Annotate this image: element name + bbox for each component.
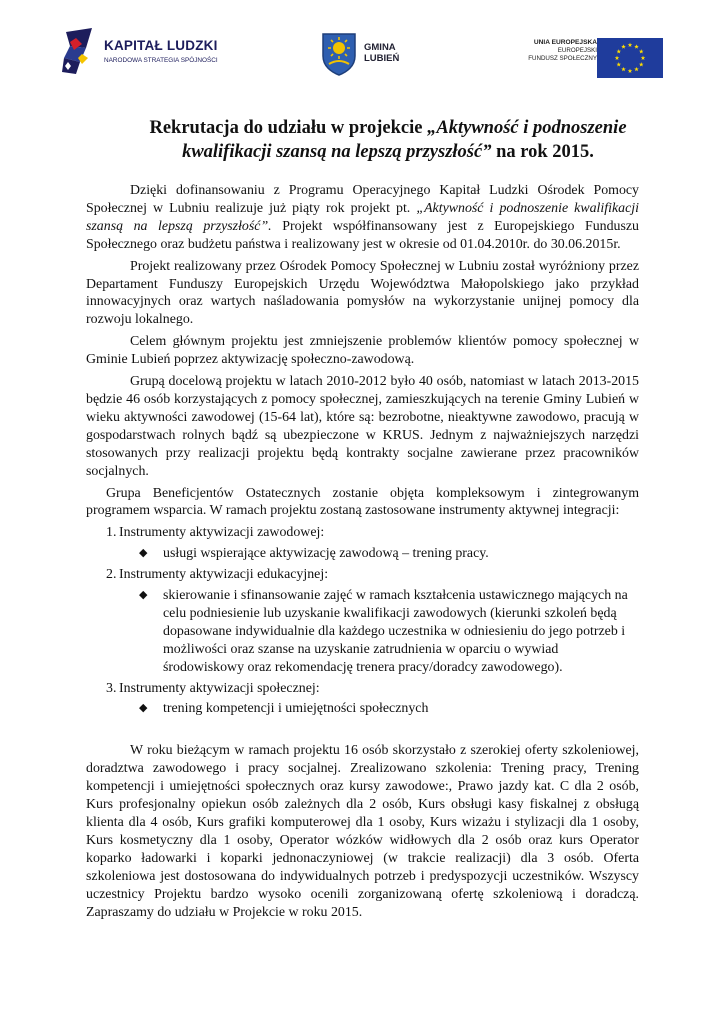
paragraph-intro-project-name: „Aktywność i podnoszenie kwalifikacji szansą na lepszą przyszłość”.: [86, 200, 639, 234]
title-part2: na rok 2015.: [491, 142, 594, 162]
bullet-diamond-icon: ◆: [139, 702, 148, 715]
sub-list: [119, 587, 639, 677]
eu-text-block: [528, 39, 597, 63]
list-number: 2.: [106, 567, 117, 583]
list-label: Instrumenty aktywizacji społecznej:: [119, 680, 320, 696]
paragraph-award: Projekt realizowany przez Ośrodek Pomocy Społecznej w Lubniu został wyróżniony przez Departament Funduszy Europejskich Urzędu Województwa Małopolskiego jako przykład innowacyjnych oraz wartych naśladowania pomysłów na wykorzystanie unijnej pomocy dla rozwoju lokalnego.: [86, 258, 639, 328]
paragraph-goal: Celem głównym projektu jest zmniejszenie problemów klientów pomocy społecznej w Gminie Lubień poprzez aktywizację społeczno-zawodową.: [86, 334, 639, 368]
paragraph-intro-text-b: Projekt współfinansowany jest z Europejskiego Funduszu Społecznego oraz budżetu państwa i realizowany jest w okresie od 01.04.2010r. do 30.06.2015r.: [86, 218, 639, 252]
title-part1: Rekrutacja do udziału w projekcie: [149, 118, 428, 138]
header-logos: [62, 24, 662, 80]
sub-list-text: usługi wspierające aktywizację zawodową – trening pracy.: [163, 546, 489, 562]
list-item: [86, 524, 639, 563]
kapital-ludzki-emblem-icon: [62, 28, 102, 76]
gmina-line1: GMINA: [364, 42, 396, 53]
kapital-ludzki-subtitle: NARODOWA STRATEGIA SPÓJNOŚCI: [104, 57, 218, 64]
paragraph-beneficiaries: Grupa Beneficjentów Ostatecznych zostanie objęta kompleksowym i zintegrowanym programem wsparcia. W ramach projektu zostaną zastosowane instrumenty aktywnej integracji:: [86, 485, 639, 519]
paragraph-target-group: Grupą docelową projektu w latach 2010-2012 było 40 osób, natomiast w latach 2013-2015 będzie 46 osób korzystających z pomocy społecznej, zamieszkujących na terenie Gminy Lubień w wieku aktywności zawodowej (15-64 lat), które są: bezrobotne, nieaktywne zawodowo, pracują w gospodarstwach rolnych bądź są ubezpieczone w KRUS. Jednym z najważniejszych narzędzi stosowanych przy realizacji projektu będą kontrakty socjalne zawierane przez pracowników socjalnych.: [86, 374, 639, 479]
paragraph-summary: W roku bieżącym w ramach projektu 16 osób skorzystało z szerokiej oferty szkoleniowej, doradztwa zawodowego i pracy socjalnej. Zrealizowano szkolenia: Trening pracy, Trening kompetencji i umiejętności społecznych oraz kursy zawodowe:, Prawo jazdy kat. C dla 2 osób, Kurs profesjonalny opiekun osób zależnych dla 2 osób, Kurs obsługi kasy fiskalnej z obsługą klienta dla 4 osób, Kurs grafiki komputerowej dla 1 osoby, Kurs wizażu i stylizacji dla 1 osoby, Kurs kosmetyczny dla 1 osoby, Operator wózków widłowych dla 2 osób oraz kurs Operator koparko ładowarki i koparki jednonaczyniowej (w trakcie realizacji) dla 3 osób. Oferta szkoleniowa jest dostosowana do indywidualnych potrzeb i predyspozycji uczestników. Wszyscy uczestnicy Projektu bardzo wysoko ocenili zorganizowaną ofertę szkoleniową i doradczą. Zapraszamy do udziału w Projekcie w roku 2015.: [86, 743, 639, 920]
instruments-list: [86, 524, 639, 718]
eu-line3: FUNDUSZ SPOŁECZNY: [528, 55, 597, 62]
bullet-diamond-icon: ◆: [139, 547, 148, 560]
title-project-name: „Aktywność i podnoszenie kwalifikacji szansą na lepszą przyszłość”: [182, 118, 627, 162]
gmina-name: [364, 42, 399, 64]
sub-list-item: [131, 700, 639, 718]
kapital-ludzki-title: KAPITAŁ LUDZKI: [104, 38, 218, 53]
paragraph-intro-text-a: Dzięki dofinansowaniu z Programu Operacyjnego Kapitał Ludzki Ośrodek Pomocy Społecznej w Lubniu realizuje już piąty rok projekt pt.: [86, 183, 639, 216]
sub-list-item: [131, 545, 639, 563]
list-item: [86, 680, 639, 719]
document-title: [118, 116, 658, 164]
eu-line2: EUROPEJSKI: [557, 47, 597, 54]
list-item: [86, 566, 639, 676]
bullet-diamond-icon: ◆: [139, 589, 148, 602]
sub-list: [119, 700, 639, 718]
list-number: 1.: [106, 525, 117, 541]
list-label: Instrumenty aktywizacji edukacyjnej:: [119, 567, 329, 583]
gmina-coat-of-arms-icon: [320, 32, 358, 76]
sub-list: [119, 545, 639, 563]
eu-line1: UNIA EUROPEJSKA: [533, 39, 597, 46]
sub-list-text: trening kompetencji i umiejętności społecznych: [163, 701, 429, 717]
sub-list-text: skierowanie i sfinansowanie zajęć w ramach kształcenia ustawicznego mających na celu podniesienie lub uzyskanie kwalifikacji zawodowych (kierunki szkoleń będą dopasowane indywidualnie dla każdego uczestnika w odniesieniu do jego potrzeb i możliwości oraz szanse na uzyskanie zatrudnienia w oparciu o wywiad środowiskowy oraz rekomendację trenera pracy/doradcy zawodowego).: [163, 588, 628, 675]
list-number: 3.: [106, 680, 117, 696]
list-label: Instrumenty aktywizacji zawodowej:: [119, 525, 325, 541]
eu-efs-logo: [517, 38, 667, 78]
gmina-lubien-logo: [320, 32, 430, 76]
kapital-ludzki-logo: [62, 28, 242, 76]
document-body: [86, 182, 639, 925]
eu-flag-icon: [597, 38, 663, 78]
sub-list-item: [131, 587, 639, 677]
paragraph-intro: [86, 182, 639, 254]
gmina-line2: LUBIEŃ: [364, 53, 400, 64]
